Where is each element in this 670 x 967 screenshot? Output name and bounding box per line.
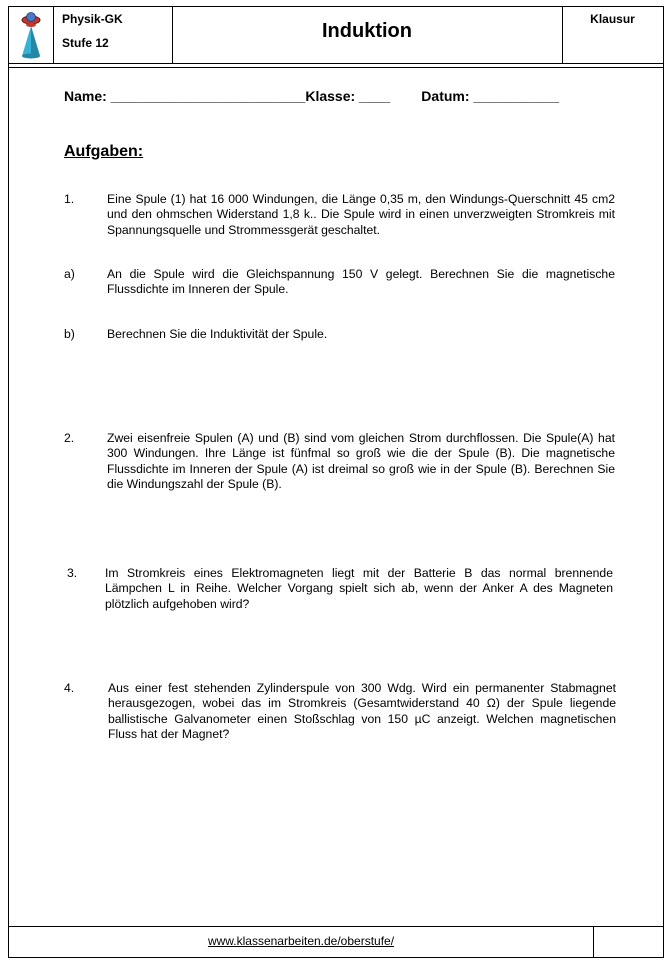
footer xyxy=(9,926,663,957)
header xyxy=(9,7,663,64)
course-name: Physik-GK xyxy=(62,12,123,26)
student-info-line: Name: _________________________Klasse: ____ Datum: ___________ xyxy=(64,88,560,104)
page-title: Induktion xyxy=(322,20,412,42)
cone-logo-icon xyxy=(9,7,53,63)
task-text: An die Spule wird die Gleichspannung 150 V gelegt. Berechnen Sie die magnetische Flussdichte im Inneren der Spule. xyxy=(107,267,615,297)
task-number: a) xyxy=(64,267,75,281)
task-text: Im Stromkreis eines Elektromagneten liegt mit der Batterie B das normal brennende Lämpchen L in Reihe. Welcher Vorgang spielt sich ab, wenn der Anker A des Magneten plötzlich aufgehoben wird? xyxy=(105,566,613,611)
footer-divider xyxy=(593,927,594,957)
task-number: 4. xyxy=(64,681,75,695)
tasks-heading: Aufgaben: xyxy=(64,143,144,160)
task-number: 3. xyxy=(67,566,78,580)
exam-type: Klausur xyxy=(590,12,635,26)
logo-cell xyxy=(9,7,54,63)
task-text: Eine Spule (1) hat 16 000 Windungen, die Länge 0,35 m, den Windungs-Querschnitt 45 cm2 und den ohmschen Widerstand 1,8 k.. Die Spule wird in einen unverzweigten Stromkreis mit Spannungsquelle und Strommessgerät geschaltet. xyxy=(107,192,615,237)
title-cell xyxy=(172,7,563,63)
task-number: 1. xyxy=(64,192,75,206)
task-text: Berechnen Sie die Induktivität der Spule. xyxy=(107,327,328,341)
footer-link[interactable]: www.klassenarbeiten.de/oberstufe/ xyxy=(207,934,395,948)
worksheet-page xyxy=(8,6,664,958)
task-text: Zwei eisenfreie Spulen (A) und (B) sind vom gleichen Strom durchflossen. Die Spule(A) hat 300 Windungen. Ihre Länge ist fünfmal so groß wie die der Spule (B). Die magnetische Flussdichte im Inneren der Spule (A) ist dreimal so groß wie in der Spule (B). Berechnen Sie die Windungszahl der Spule (B). xyxy=(107,431,615,491)
course-level: Stufe 12 xyxy=(62,36,109,50)
course-info xyxy=(53,7,173,63)
task-text: Aus einer fest stehenden Zylinderspule von 300 Wdg. Wird ein permanenter Stabmagnet herausgezogen, wobei das im Stromkreis (Gesamtwiderstand 40 Ω) der Spule liegende ballistische Galvanometer einen Stoßschlag von 150 µC anzeigt. Welchen magnetischen Fluss hat der Magnet? xyxy=(108,681,616,741)
exam-type-cell xyxy=(562,7,663,63)
task-number: b) xyxy=(64,327,75,341)
task-number: 2. xyxy=(64,431,75,445)
header-divider xyxy=(9,63,663,68)
